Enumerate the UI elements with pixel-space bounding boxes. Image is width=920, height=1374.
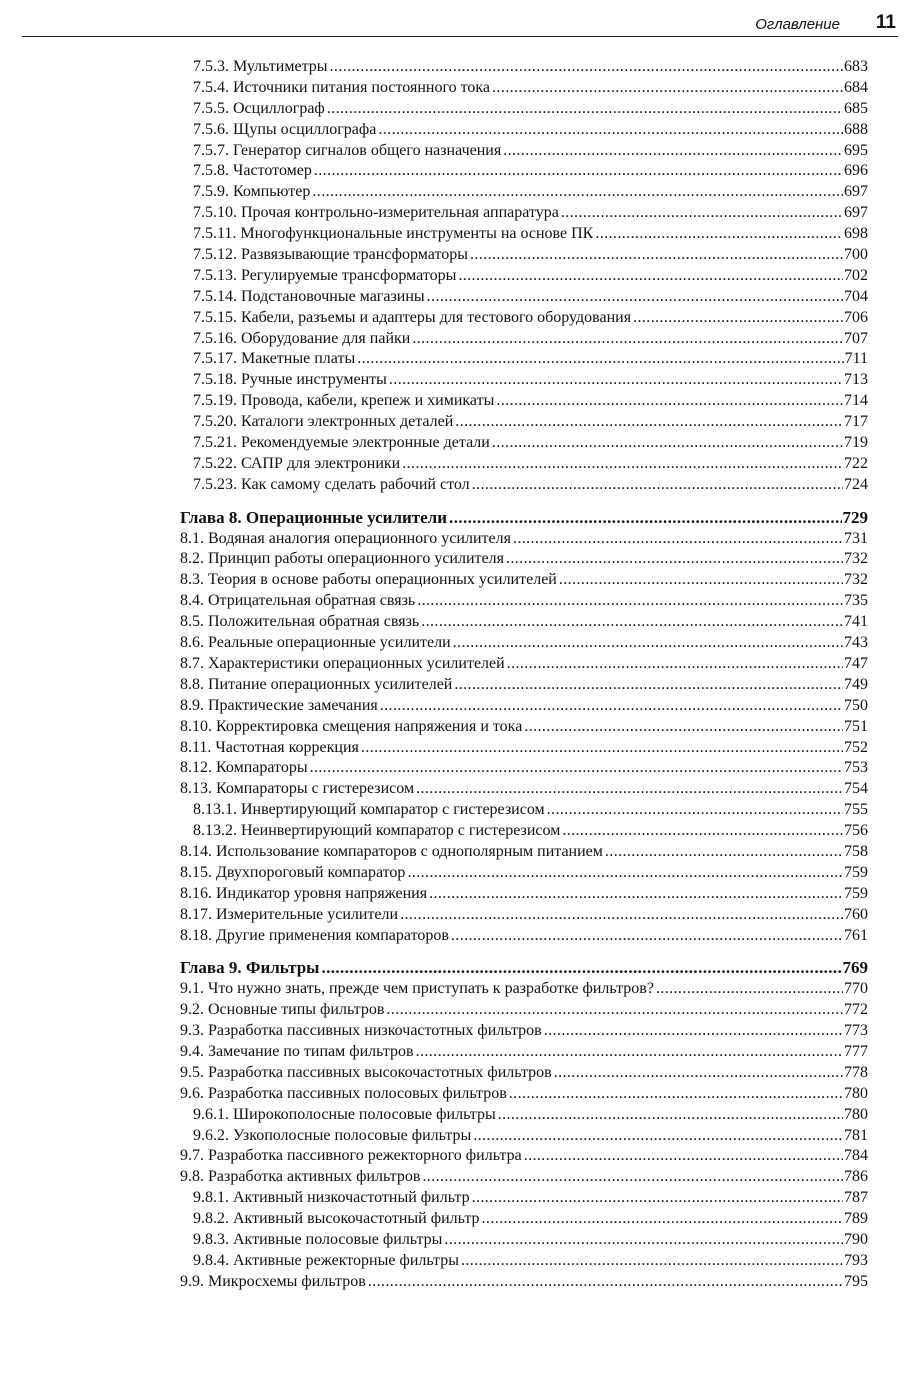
dot-leader bbox=[417, 591, 843, 612]
dot-leader bbox=[312, 182, 843, 203]
toc-entry[interactable] bbox=[180, 591, 868, 612]
toc-page-number: 753 bbox=[844, 759, 868, 777]
toc-entry-label: 8.11. Частотная коррекция bbox=[180, 738, 359, 756]
toc-entry[interactable] bbox=[180, 1230, 868, 1251]
chapter-spacer bbox=[180, 496, 868, 508]
toc-entry[interactable] bbox=[180, 57, 868, 78]
toc-page-number: 777 bbox=[844, 1042, 868, 1060]
toc-page-number: 747 bbox=[844, 654, 868, 672]
toc-page-number: 754 bbox=[844, 780, 868, 798]
dot-leader bbox=[321, 958, 841, 979]
toc-page-number: 749 bbox=[844, 675, 868, 693]
toc-entry[interactable] bbox=[180, 1209, 868, 1230]
toc-entry[interactable] bbox=[180, 224, 868, 245]
toc-page-number: 731 bbox=[844, 529, 868, 547]
toc-entry[interactable] bbox=[180, 842, 868, 863]
toc-entry-label: 7.5.12. Развязывающие трансформаторы bbox=[193, 246, 468, 264]
toc-entry[interactable] bbox=[180, 549, 868, 570]
dot-leader bbox=[310, 758, 843, 779]
toc-entry[interactable] bbox=[180, 717, 868, 738]
section-title: Оглавление bbox=[755, 16, 840, 33]
dot-leader bbox=[454, 675, 843, 696]
dot-leader bbox=[509, 1084, 843, 1105]
dot-leader bbox=[357, 349, 843, 370]
toc-entry[interactable] bbox=[180, 800, 868, 821]
toc-page-number: 732 bbox=[844, 550, 868, 568]
toc-page-number: 769 bbox=[842, 958, 868, 978]
chapter-heading[interactable] bbox=[180, 508, 868, 529]
toc-entry-label: 7.5.11. Многофункциональные инструменты на основе ПК bbox=[193, 225, 594, 243]
toc-entry-label: 7.5.19. Провода, кабели, крепеж и химикаты bbox=[193, 392, 495, 410]
dot-leader bbox=[492, 433, 843, 454]
toc-entry-label: 9.3. Разработка пассивных низкочастотных фильтров bbox=[180, 1022, 542, 1040]
toc-page-number: 688 bbox=[844, 120, 868, 138]
toc-entry[interactable] bbox=[180, 675, 868, 696]
dot-leader bbox=[386, 1000, 843, 1021]
toc-entry[interactable] bbox=[180, 454, 868, 475]
toc-page-number: 752 bbox=[844, 738, 868, 756]
toc-page-number: 741 bbox=[844, 613, 868, 631]
toc-page-number: 697 bbox=[844, 204, 868, 222]
toc-entry-label: 9.6. Разработка пассивных полосовых фильтров bbox=[180, 1084, 507, 1102]
toc-entry[interactable] bbox=[180, 433, 868, 454]
dot-leader bbox=[400, 905, 843, 926]
toc-entry-label: 7.5.15. Кабели, разъемы и адаптеры для тестового оборудования bbox=[193, 308, 632, 326]
dot-leader bbox=[330, 57, 843, 78]
toc-entry-label: 7.5.6. Щупы осциллографа bbox=[193, 120, 377, 138]
dot-leader bbox=[368, 1272, 843, 1293]
toc-entry-label: 7.5.17. Макетные платы bbox=[193, 350, 356, 368]
toc-page-number: 719 bbox=[844, 434, 868, 452]
toc-page-number: 778 bbox=[844, 1063, 868, 1081]
toc-entry[interactable] bbox=[180, 266, 868, 287]
toc-entry-label: 9.8.4. Активные режекторные фильтры bbox=[193, 1251, 459, 1269]
toc-entry-label: 8.13.2. Неинвертирующий компаратор с гистерезисом bbox=[193, 822, 561, 840]
toc-entry-label: 9.8.1. Активный низкочастотный фильтр bbox=[193, 1189, 470, 1207]
toc-entry[interactable] bbox=[180, 570, 868, 591]
dot-leader bbox=[507, 654, 843, 675]
toc-page-number: 700 bbox=[844, 246, 868, 264]
toc-entry-label: 9.9. Микросхемы фильтров bbox=[180, 1272, 366, 1290]
toc-entry-label: 8.2. Принцип работы операционного усилителя bbox=[180, 550, 504, 568]
toc-entry-label: 8.3. Теория в основе работы операционных усилителей bbox=[180, 571, 557, 589]
toc-page-number: 760 bbox=[844, 905, 868, 923]
toc-entry-label: 7.5.5. Осциллограф bbox=[193, 99, 325, 117]
dot-leader bbox=[559, 570, 843, 591]
toc-entry-label: 9.8.3. Активные полосовые фильтры bbox=[193, 1230, 443, 1248]
toc-entry-label: 8.4. Отрицательная обратная связь bbox=[180, 592, 416, 610]
toc-entry[interactable] bbox=[180, 1000, 868, 1021]
toc-page-number: 770 bbox=[844, 980, 868, 998]
chapter-title: Глава 8. Операционные усилители bbox=[180, 507, 448, 527]
toc-entry-label: 8.7. Характеристики операционных усилителей bbox=[180, 654, 505, 672]
dot-leader bbox=[455, 412, 843, 433]
toc-page-number: 697 bbox=[844, 183, 868, 201]
toc-entry[interactable] bbox=[180, 654, 868, 675]
toc-entry-label: 9.6.2. Узкополосные полосовые фильтры bbox=[193, 1126, 472, 1144]
dot-leader bbox=[451, 926, 843, 947]
page-number: 11 bbox=[875, 12, 896, 33]
toc-page-number: 790 bbox=[844, 1230, 868, 1248]
toc-entry-label: 9.7. Разработка пассивного режекторного фильтра bbox=[180, 1147, 522, 1165]
toc-page-number: 755 bbox=[844, 801, 868, 819]
toc-entry-label: 8.12. Компараторы bbox=[180, 759, 308, 777]
toc-entry[interactable] bbox=[180, 1167, 868, 1188]
dot-leader bbox=[562, 821, 843, 842]
toc-entry-label: 8.13. Компараторы с гистерезисом bbox=[180, 780, 415, 798]
dot-leader bbox=[554, 1063, 843, 1084]
toc-entry-label: 7.5.3. Мультиметры bbox=[193, 58, 328, 75]
toc-page-number: 685 bbox=[844, 99, 868, 117]
dot-leader bbox=[421, 612, 843, 633]
toc-page-number: 750 bbox=[844, 696, 868, 714]
dot-leader bbox=[380, 696, 843, 717]
toc-entry[interactable] bbox=[180, 99, 868, 120]
toc-entry-label: 8.1. Водяная аналогия операционного усилителя bbox=[180, 529, 511, 547]
toc-page-number: 759 bbox=[844, 863, 868, 881]
toc-entry[interactable] bbox=[180, 926, 868, 947]
toc-entry-label: 9.2. Основные типы фильтров bbox=[180, 1001, 385, 1019]
toc-page-number: 759 bbox=[844, 884, 868, 902]
toc-page-number: 780 bbox=[844, 1105, 868, 1123]
toc-page-number: 684 bbox=[844, 78, 868, 96]
toc-page-number: 780 bbox=[844, 1084, 868, 1102]
toc-page-number: 773 bbox=[844, 1022, 868, 1040]
dot-leader bbox=[422, 1167, 843, 1188]
toc-page-number: 714 bbox=[844, 392, 868, 410]
toc-entry[interactable] bbox=[180, 329, 868, 350]
toc-entry-label: 7.5.8. Частотомер bbox=[193, 162, 312, 180]
toc-page-number: 717 bbox=[844, 413, 868, 431]
dot-leader bbox=[458, 266, 843, 287]
dot-leader bbox=[416, 779, 843, 800]
dot-leader bbox=[656, 979, 843, 1000]
dot-leader bbox=[498, 1105, 843, 1126]
toc-page-number: 789 bbox=[844, 1210, 868, 1228]
toc-page-number: 781 bbox=[844, 1126, 868, 1144]
toc-entry[interactable] bbox=[180, 1063, 868, 1084]
dot-leader bbox=[453, 633, 843, 654]
dot-leader bbox=[524, 717, 843, 738]
toc-page-number: 698 bbox=[844, 225, 868, 243]
toc-entry-label: 8.13.1. Инвертирующий компаратор с гистерезисом bbox=[193, 801, 545, 819]
toc-page-number: 729 bbox=[842, 507, 868, 527]
toc-entry-label: 7.5.22. САПР для электроники bbox=[193, 454, 401, 472]
toc-entry[interactable] bbox=[180, 412, 868, 433]
toc-page-number: 724 bbox=[844, 475, 868, 493]
dot-leader bbox=[444, 1230, 843, 1251]
toc-entry-label: 7.5.14. Подстановочные магазины bbox=[193, 287, 425, 305]
toc-page-number: 695 bbox=[844, 141, 868, 159]
table-of-contents bbox=[180, 57, 868, 1293]
toc-entry-label: 9.1. Что нужно знать, прежде чем приступать к разработке фильтров? bbox=[180, 980, 654, 998]
toc-entry-label: 7.5.7. Генератор сигналов общего назначения bbox=[193, 141, 502, 159]
toc-page-number: 702 bbox=[844, 266, 868, 284]
dot-leader bbox=[389, 370, 843, 391]
dot-leader bbox=[633, 308, 843, 329]
toc-page-number: 758 bbox=[844, 842, 868, 860]
dot-leader bbox=[461, 1251, 843, 1272]
toc-page-number: 696 bbox=[844, 162, 868, 180]
chapter-title: Глава 9. Фильтры bbox=[180, 958, 320, 978]
toc-page-number: 793 bbox=[844, 1251, 868, 1269]
toc-page-number: 786 bbox=[844, 1168, 868, 1186]
toc-entry[interactable] bbox=[180, 884, 868, 905]
toc-entry-label: 8.17. Измерительные усилители bbox=[180, 905, 399, 923]
dot-leader bbox=[327, 99, 843, 120]
toc-entry[interactable] bbox=[180, 475, 868, 496]
toc-entry[interactable] bbox=[180, 633, 868, 654]
dot-leader bbox=[427, 287, 843, 308]
toc-entry[interactable] bbox=[180, 161, 868, 182]
dot-leader bbox=[412, 329, 843, 350]
toc-entry-label: 9.5. Разработка пассивных высокочастотных фильтров bbox=[180, 1063, 552, 1081]
toc-entry-label: 8.10. Корректировка смещения напряжения и тока bbox=[180, 717, 523, 735]
toc-entry[interactable] bbox=[180, 1021, 868, 1042]
chapter-spacer bbox=[180, 946, 868, 958]
dot-leader bbox=[503, 141, 843, 162]
toc-entry-label: 8.5. Положительная обратная связь bbox=[180, 613, 420, 631]
toc-entry[interactable] bbox=[180, 1084, 868, 1105]
dot-leader bbox=[314, 161, 843, 182]
toc-entry[interactable] bbox=[180, 821, 868, 842]
toc-entry[interactable] bbox=[180, 245, 868, 266]
toc-entry[interactable] bbox=[180, 1251, 868, 1272]
dot-leader bbox=[402, 454, 843, 475]
toc-entry[interactable] bbox=[180, 141, 868, 162]
toc-page-number: 735 bbox=[844, 592, 868, 610]
toc-page-number: 683 bbox=[844, 58, 868, 75]
dot-leader bbox=[378, 120, 843, 141]
toc-entry-label: 7.5.20. Каталоги электронных деталей bbox=[193, 413, 454, 431]
dot-leader bbox=[605, 842, 843, 863]
toc-entry-label: 8.15. Двухпороговый компаратор bbox=[180, 863, 406, 881]
toc-entry[interactable] bbox=[180, 529, 868, 550]
toc-entry[interactable] bbox=[180, 1272, 868, 1293]
toc-entry[interactable] bbox=[180, 78, 868, 99]
toc-entry-label: 9.4. Замечание по типам фильтров bbox=[180, 1042, 414, 1060]
dot-leader bbox=[429, 884, 843, 905]
dot-leader bbox=[544, 1021, 843, 1042]
dot-leader bbox=[595, 224, 843, 245]
chapter-heading[interactable] bbox=[180, 958, 868, 979]
toc-page-number: 704 bbox=[844, 287, 868, 305]
toc-entry-label: 7.5.9. Компьютер bbox=[193, 183, 311, 201]
toc-entry-label: 8.18. Другие применения компараторов bbox=[180, 926, 449, 944]
toc-page-number: 713 bbox=[844, 371, 868, 389]
toc-page-number: 784 bbox=[844, 1147, 868, 1165]
toc-entry[interactable] bbox=[180, 1105, 868, 1126]
toc-page-number: 761 bbox=[844, 926, 868, 944]
toc-page-number: 787 bbox=[844, 1189, 868, 1207]
toc-entry[interactable] bbox=[180, 349, 868, 370]
toc-page-number: 722 bbox=[844, 454, 868, 472]
toc-page-number: 751 bbox=[844, 717, 868, 735]
toc-entry[interactable] bbox=[180, 863, 868, 884]
toc-entry-label: 8.16. Индикатор уровня напряжения bbox=[180, 884, 428, 902]
dot-leader bbox=[472, 475, 843, 496]
dot-leader bbox=[361, 738, 843, 759]
toc-entry[interactable] bbox=[180, 182, 868, 203]
toc-entry-label: 7.5.10. Прочая контрольно-измерительная аппаратура bbox=[193, 204, 559, 222]
dot-leader bbox=[547, 800, 843, 821]
toc-page-number: 743 bbox=[844, 634, 868, 652]
toc-entry-label: 8.6. Реальные операционные усилители bbox=[180, 634, 451, 652]
dot-leader bbox=[473, 1126, 843, 1147]
toc-entry[interactable] bbox=[180, 1042, 868, 1063]
toc-page-number: 732 bbox=[844, 571, 868, 589]
dot-leader bbox=[524, 1146, 843, 1167]
toc-entry[interactable] bbox=[180, 738, 868, 759]
toc-entry-label: 9.8. Разработка активных фильтров bbox=[180, 1168, 421, 1186]
dot-leader bbox=[449, 508, 841, 529]
toc-entry[interactable] bbox=[180, 612, 868, 633]
toc-entry-label: 8.14. Использование компараторов с однополярным питанием bbox=[180, 842, 603, 860]
toc-entry[interactable] bbox=[180, 905, 868, 926]
toc-page-number: 795 bbox=[844, 1272, 868, 1290]
dot-leader bbox=[506, 549, 843, 570]
toc-entry[interactable] bbox=[180, 779, 868, 800]
toc-entry[interactable] bbox=[180, 758, 868, 779]
toc-entry[interactable] bbox=[180, 696, 868, 717]
dot-leader bbox=[416, 1042, 843, 1063]
toc-page-number: 707 bbox=[844, 329, 868, 347]
toc-page-number: 711 bbox=[844, 350, 868, 368]
toc-page-number: 772 bbox=[844, 1001, 868, 1019]
dot-leader bbox=[470, 245, 843, 266]
toc-entry[interactable] bbox=[180, 979, 868, 1000]
toc-entry-label: 7.5.23. Как самому сделать рабочий стол bbox=[193, 475, 470, 493]
toc-entry-label: 7.5.21. Рекомендуемые электронные детали bbox=[193, 434, 490, 452]
dot-leader bbox=[561, 203, 843, 224]
toc-entry[interactable] bbox=[180, 391, 868, 412]
toc-page-number: 706 bbox=[844, 308, 868, 326]
dot-leader bbox=[513, 529, 843, 550]
toc-entry-label: 7.5.13. Регулируемые трансформаторы bbox=[193, 266, 457, 284]
toc-entry[interactable] bbox=[180, 203, 868, 224]
toc-entry[interactable] bbox=[180, 1126, 868, 1147]
toc-entry[interactable] bbox=[180, 120, 868, 141]
toc-entry[interactable] bbox=[180, 308, 868, 329]
toc-entry-label: 7.5.16. Оборудование для пайки bbox=[193, 329, 411, 347]
dot-leader bbox=[472, 1188, 843, 1209]
dot-leader bbox=[407, 863, 843, 884]
toc-page-number: 756 bbox=[844, 822, 868, 840]
toc-entry-label: 8.8. Питание операционных усилителей bbox=[180, 675, 453, 693]
toc-entry[interactable] bbox=[180, 1146, 868, 1167]
toc-entry-label: 8.9. Практические замечания bbox=[180, 696, 378, 714]
toc-entry-label: 7.5.18. Ручные инструменты bbox=[193, 371, 387, 389]
toc-entry-label: 7.5.4. Источники питания постоянного тока bbox=[193, 78, 491, 96]
dot-leader bbox=[492, 78, 843, 99]
dot-leader bbox=[496, 391, 843, 412]
running-header bbox=[22, 8, 898, 37]
dot-leader bbox=[482, 1209, 843, 1230]
toc-entry-label: 9.6.1. Широкополосные полосовые фильтры bbox=[193, 1105, 496, 1123]
toc-entry[interactable] bbox=[180, 1188, 868, 1209]
toc-entry[interactable] bbox=[180, 287, 868, 308]
toc-entry[interactable] bbox=[180, 370, 868, 391]
toc-entry-label: 9.8.2. Активный высокочастотный фильтр bbox=[193, 1210, 480, 1228]
